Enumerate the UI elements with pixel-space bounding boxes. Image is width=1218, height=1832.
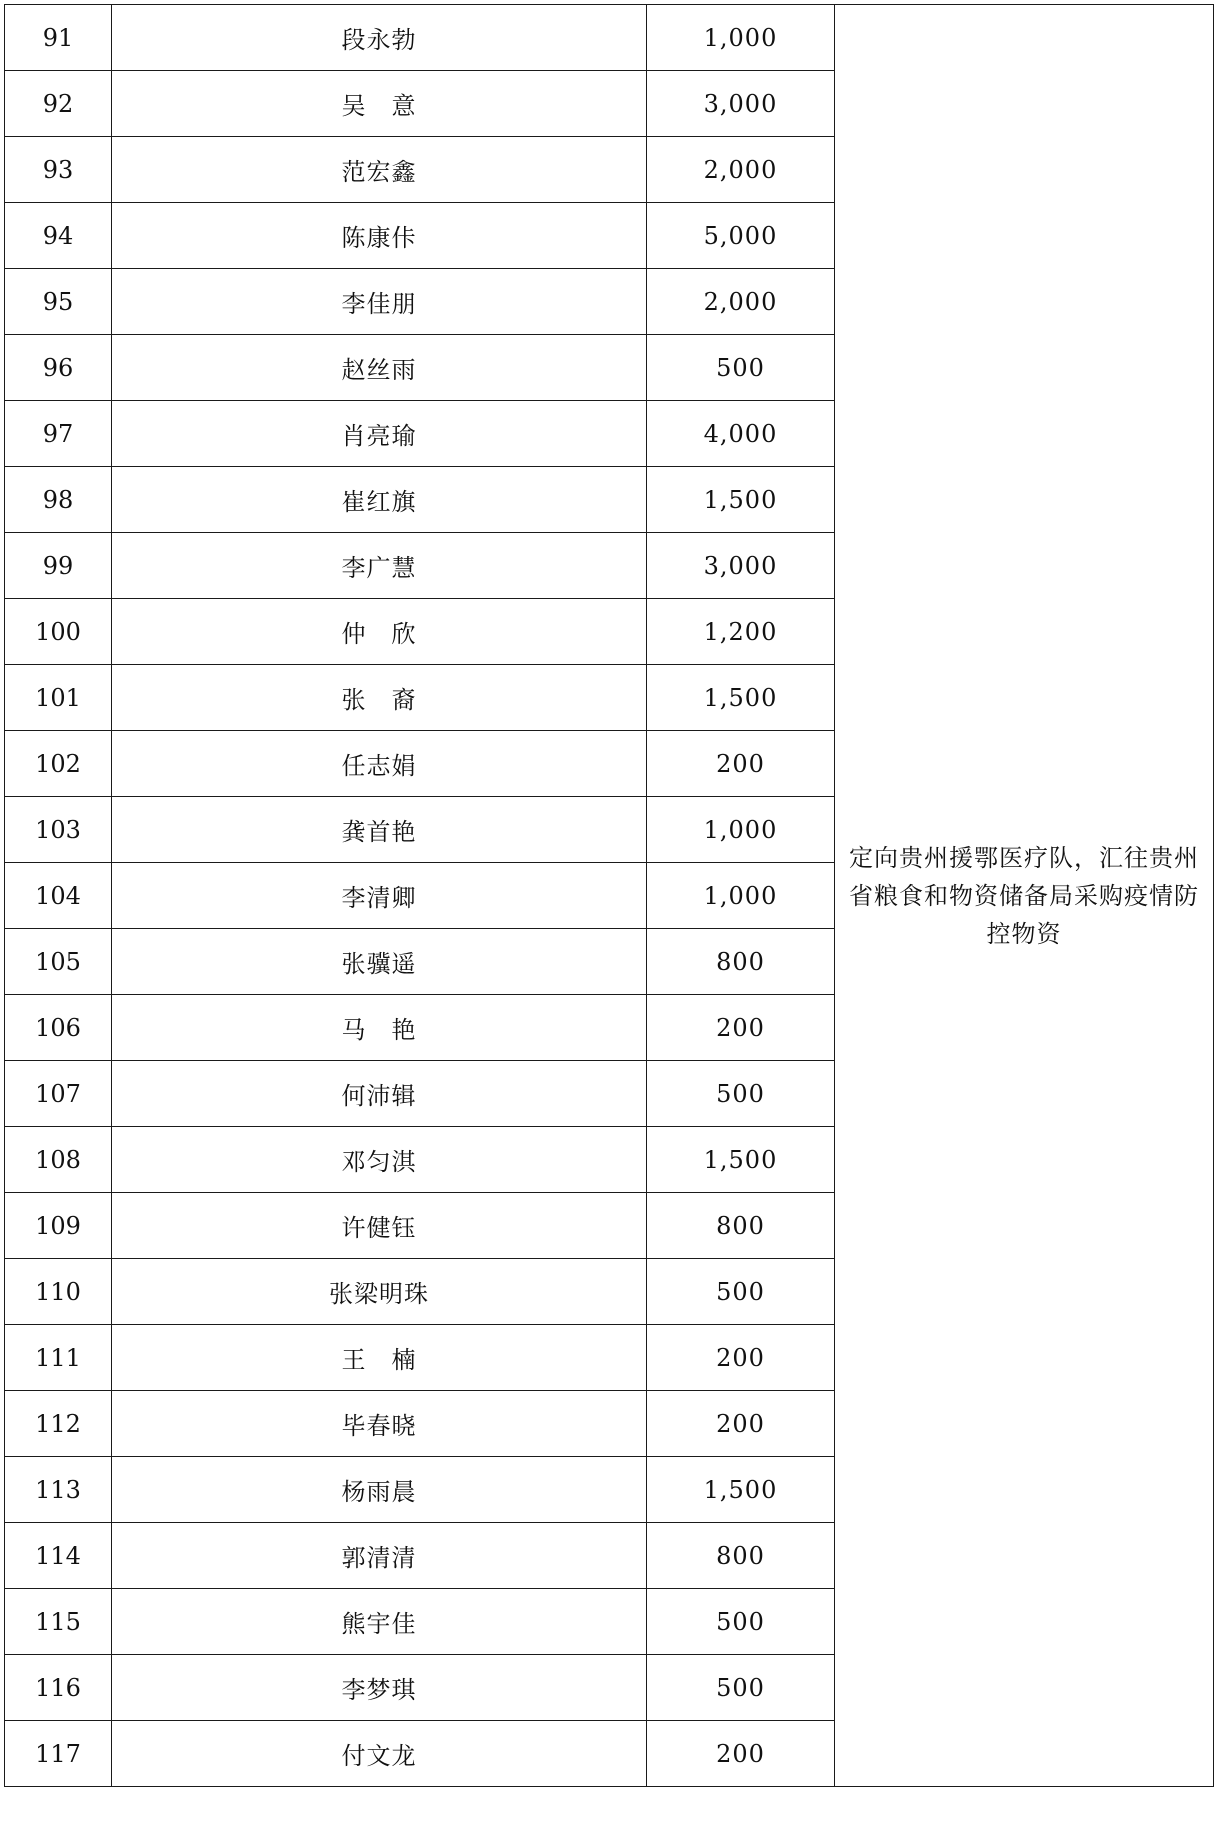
donation-amount-cell: 1,500 bbox=[647, 665, 835, 731]
donation-amount-cell: 200 bbox=[647, 1721, 835, 1787]
donation-purpose-note: 定向贵州援鄂医疗队，汇往贵州省粮食和物资储备局采购疫情防控物资 bbox=[835, 5, 1214, 1787]
donor-name-cell: 陈康佧 bbox=[112, 203, 647, 269]
row-number-cell: 104 bbox=[5, 863, 112, 929]
row-number-cell: 97 bbox=[5, 401, 112, 467]
row-number-cell: 98 bbox=[5, 467, 112, 533]
row-number-cell: 108 bbox=[5, 1127, 112, 1193]
row-number-cell: 115 bbox=[5, 1589, 112, 1655]
donor-name-cell: 吴 意 bbox=[112, 71, 647, 137]
row-number-cell: 116 bbox=[5, 1655, 112, 1721]
row-number-cell: 91 bbox=[5, 5, 112, 71]
donation-amount-cell: 200 bbox=[647, 1391, 835, 1457]
donation-amount-cell: 500 bbox=[647, 1259, 835, 1325]
table-row bbox=[5, 5, 1214, 71]
donor-name-cell: 张 裔 bbox=[112, 665, 647, 731]
donor-name-cell: 李佳朋 bbox=[112, 269, 647, 335]
donor-name-cell: 张梁明珠 bbox=[112, 1259, 647, 1325]
donor-name-cell: 范宏鑫 bbox=[112, 137, 647, 203]
donor-name-cell: 李梦琪 bbox=[112, 1655, 647, 1721]
donor-name-cell: 赵丝雨 bbox=[112, 335, 647, 401]
row-number-cell: 114 bbox=[5, 1523, 112, 1589]
donor-name-cell: 任志娟 bbox=[112, 731, 647, 797]
donor-name-cell: 郭清清 bbox=[112, 1523, 647, 1589]
donor-name-cell: 何沛辑 bbox=[112, 1061, 647, 1127]
donation-amount-cell: 500 bbox=[647, 1589, 835, 1655]
row-number-cell: 109 bbox=[5, 1193, 112, 1259]
donor-name-cell: 杨雨晨 bbox=[112, 1457, 647, 1523]
row-number-cell: 105 bbox=[5, 929, 112, 995]
row-number-cell: 94 bbox=[5, 203, 112, 269]
donation-amount-cell: 1,000 bbox=[647, 863, 835, 929]
donation-amount-cell: 2,000 bbox=[647, 137, 835, 203]
donor-name-cell: 段永勃 bbox=[112, 5, 647, 71]
row-number-cell: 102 bbox=[5, 731, 112, 797]
row-number-cell: 107 bbox=[5, 1061, 112, 1127]
donation-amount-cell: 800 bbox=[647, 1523, 835, 1589]
row-number-cell: 96 bbox=[5, 335, 112, 401]
row-number-cell: 103 bbox=[5, 797, 112, 863]
row-number-cell: 92 bbox=[5, 71, 112, 137]
donor-name-cell: 毕春晓 bbox=[112, 1391, 647, 1457]
donor-name-cell: 肖亮瑜 bbox=[112, 401, 647, 467]
donor-name-cell: 熊宇佳 bbox=[112, 1589, 647, 1655]
row-number-cell: 100 bbox=[5, 599, 112, 665]
donation-amount-cell: 200 bbox=[647, 995, 835, 1061]
row-number-cell: 101 bbox=[5, 665, 112, 731]
donor-name-cell: 付文龙 bbox=[112, 1721, 647, 1787]
row-number-cell: 95 bbox=[5, 269, 112, 335]
donation-amount-cell: 800 bbox=[647, 1193, 835, 1259]
donation-amount-cell: 2,000 bbox=[647, 269, 835, 335]
donation-amount-cell: 1,500 bbox=[647, 1127, 835, 1193]
donation-amount-cell: 5,000 bbox=[647, 203, 835, 269]
donation-amount-cell: 3,000 bbox=[647, 71, 835, 137]
donation-amount-cell: 1,500 bbox=[647, 467, 835, 533]
donor-name-cell: 崔红旗 bbox=[112, 467, 647, 533]
donor-name-cell: 马 艳 bbox=[112, 995, 647, 1061]
donation-amount-cell: 1,200 bbox=[647, 599, 835, 665]
table-body bbox=[5, 5, 1214, 1787]
row-number-cell: 99 bbox=[5, 533, 112, 599]
donation-amount-cell: 1,500 bbox=[647, 1457, 835, 1523]
donation-amount-cell: 200 bbox=[647, 1325, 835, 1391]
row-number-cell: 112 bbox=[5, 1391, 112, 1457]
donor-name-cell: 龚首艳 bbox=[112, 797, 647, 863]
donation-table bbox=[4, 4, 1214, 1787]
donation-amount-cell: 800 bbox=[647, 929, 835, 995]
row-number-cell: 106 bbox=[5, 995, 112, 1061]
donor-name-cell: 李清卿 bbox=[112, 863, 647, 929]
row-number-cell: 113 bbox=[5, 1457, 112, 1523]
donation-amount-cell: 500 bbox=[647, 1061, 835, 1127]
donation-amount-cell: 200 bbox=[647, 731, 835, 797]
donor-name-cell: 王 楠 bbox=[112, 1325, 647, 1391]
row-number-cell: 111 bbox=[5, 1325, 112, 1391]
donation-amount-cell: 4,000 bbox=[647, 401, 835, 467]
donation-amount-cell: 1,000 bbox=[647, 797, 835, 863]
row-number-cell: 93 bbox=[5, 137, 112, 203]
donor-name-cell: 张骥遥 bbox=[112, 929, 647, 995]
row-number-cell: 110 bbox=[5, 1259, 112, 1325]
donor-name-cell: 李广慧 bbox=[112, 533, 647, 599]
row-number-cell: 117 bbox=[5, 1721, 112, 1787]
donation-amount-cell: 500 bbox=[647, 335, 835, 401]
donor-name-cell: 仲 欣 bbox=[112, 599, 647, 665]
donor-name-cell: 邓匀淇 bbox=[112, 1127, 647, 1193]
donation-amount-cell: 3,000 bbox=[647, 533, 835, 599]
donor-name-cell: 许健钰 bbox=[112, 1193, 647, 1259]
donation-amount-cell: 500 bbox=[647, 1655, 835, 1721]
donation-amount-cell: 1,000 bbox=[647, 5, 835, 71]
